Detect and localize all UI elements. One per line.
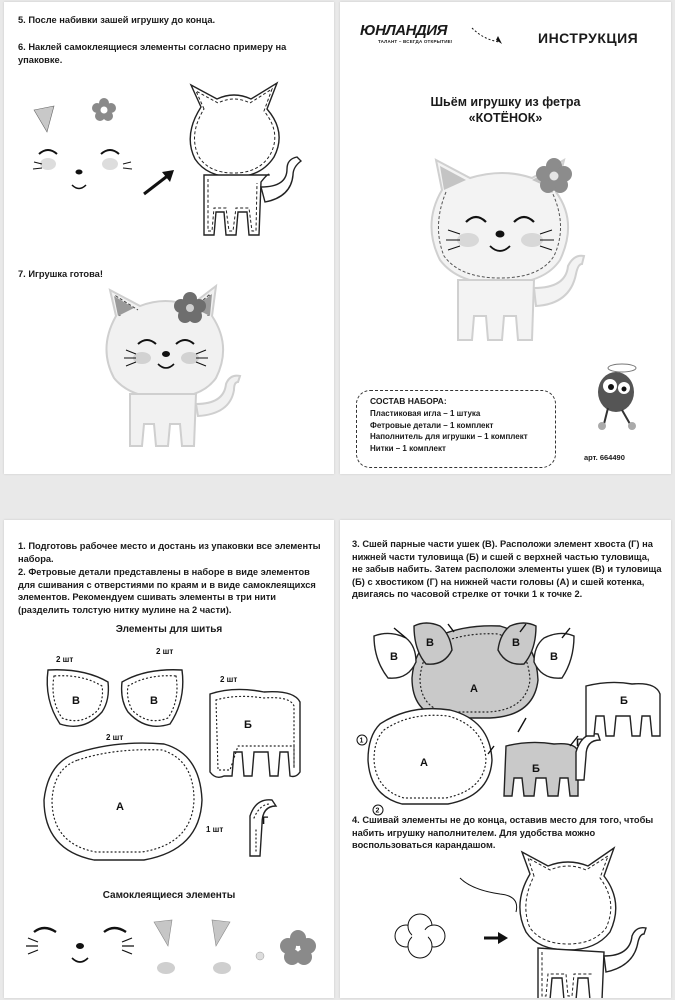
body-piece-b [210, 689, 300, 777]
partially-sewn-cat [520, 848, 646, 998]
step-7-text: 7. Игрушка готова! [18, 269, 103, 279]
mascot-icon [586, 360, 656, 440]
nose-sticker [76, 943, 84, 949]
ear-insert-sticker [34, 106, 54, 132]
kit-item: Фетровые детали – 1 комплект [370, 420, 494, 430]
sewing-elements-heading: Элементы для шитья [115, 624, 223, 635]
eye-sticker [26, 928, 56, 954]
piece-label: А [470, 683, 478, 695]
page-steps-5-7 [4, 2, 334, 474]
mouth-sticker [72, 958, 88, 962]
quantity-label: 2 шт [156, 647, 174, 656]
step-4-text: 4. Сшивай элементы не до конца, оставив место для того, чтобы набить игрушку наполнителем. Для удобства можно воспользоваться карандашом. [352, 815, 654, 850]
comet-icon [468, 18, 508, 48]
piece-label: В [426, 637, 434, 649]
step-2-text: 2. Фетровые детали представлены в наборе в виде элементов для сшивания с отверстиями по краям и в виде самоклеящихся элементов. Рекомендуем сшивать элементы в три нити (разделить толстую нитку мулине на 2 части). [18, 567, 316, 615]
page-steps-3-4 [340, 520, 671, 998]
quantity-label: 2 шт [106, 733, 124, 742]
kit-contents-title: СОСТАВ НАБОРА: [370, 396, 447, 406]
kit-item: Нитки – 1 комплект [370, 443, 446, 453]
article-number: арт. 664490 [584, 453, 625, 462]
adhesive-pieces-diagram [4, 910, 334, 990]
page-cover [340, 2, 671, 474]
kit-item: Пластиковая игла – 1 штука [370, 409, 481, 418]
flower-sticker [92, 98, 116, 121]
face-stickers [33, 150, 132, 189]
piece-label: В [72, 695, 80, 707]
step-6-illustration [4, 2, 334, 242]
piece-label: В [550, 651, 558, 663]
brand-name: ЮНЛАНДИЯ [360, 22, 447, 39]
piece-label: В [390, 651, 398, 663]
assembly-diagram [340, 600, 671, 830]
piece-label: В [150, 695, 158, 707]
piece-label: Г [576, 737, 583, 749]
stuffing-cloud-icon [395, 914, 445, 958]
step-6-text: 6. Наклей самоклеящиеся элементы согласно примеру на упаковке. [18, 42, 287, 65]
instruction-header: ИНСТРУКЦИЯ [538, 30, 639, 46]
brand-slogan: ТАЛАНТ – ВСЕГДА ОТКРЫТИЕ! [378, 39, 453, 44]
quantity-label: 2 шт [220, 675, 238, 684]
stuffing-diagram [340, 838, 671, 998]
flower-sticker [280, 930, 316, 965]
step-1-text: 1. Подготовь рабочее место и достань из упаковки все элементы набора. [18, 541, 321, 564]
piece-label: Б [532, 763, 540, 775]
thread-line [460, 878, 517, 912]
cover-cat-illustration [340, 142, 671, 342]
page-steps-1-2 [4, 520, 334, 998]
point-2-label: 2 [375, 807, 380, 815]
ear-insert-sticker [212, 920, 230, 946]
arrow-icon [484, 932, 508, 944]
cover-title-line2: «КОТЁНОК» [468, 111, 543, 125]
brand-logo [360, 22, 453, 44]
piece-label: Б [620, 695, 628, 707]
quantity-label: 2 шт [56, 655, 74, 664]
kit-item: Наполнитель для игрушки – 1 комплект [370, 432, 528, 441]
finished-cat-illustration [4, 282, 334, 474]
sewing-pieces-diagram [4, 640, 334, 900]
cover-title-line1: Шьём игрушку из фетра [430, 95, 581, 109]
tail-piece-g [250, 800, 276, 856]
piece-label: Г [262, 815, 269, 827]
head-piece-a [44, 743, 202, 860]
piece-label: Б [244, 719, 252, 731]
cheek-sticker [157, 962, 175, 974]
point-1-label: 1 [359, 737, 364, 745]
flower-center-sticker [256, 952, 264, 960]
eye-sticker [104, 928, 134, 954]
arrow-icon [144, 170, 174, 194]
ear-piece-v [122, 670, 183, 727]
sewn-cat-outline [190, 83, 301, 235]
piece-label: В [512, 637, 520, 649]
adhesive-elements-heading: Самоклеящиеся элементы [102, 890, 236, 901]
quantity-label: 1 шт [206, 825, 224, 834]
piece-label: А [116, 801, 124, 813]
cheek-sticker [213, 962, 231, 974]
ear-piece-v [47, 670, 108, 727]
step-5-text: 5. После набивки зашей игрушку до конца. [18, 15, 216, 25]
ear-insert-sticker [154, 920, 172, 946]
piece-label: А [420, 757, 428, 769]
step-3-text: 3. Сшей парные части ушек (В). Расположи элемент хвоста (Г) на нижней части туловища (Б) и сшей с верхней частью туловища, не забыв набить. Затем расположи элементы ушек (В) и туловища (Б) с хвостиком (Г) на нижней части головы (А) и сшей котенка, двигаясь по часовой стрелке от точки 1 к точке 2. [352, 539, 662, 599]
